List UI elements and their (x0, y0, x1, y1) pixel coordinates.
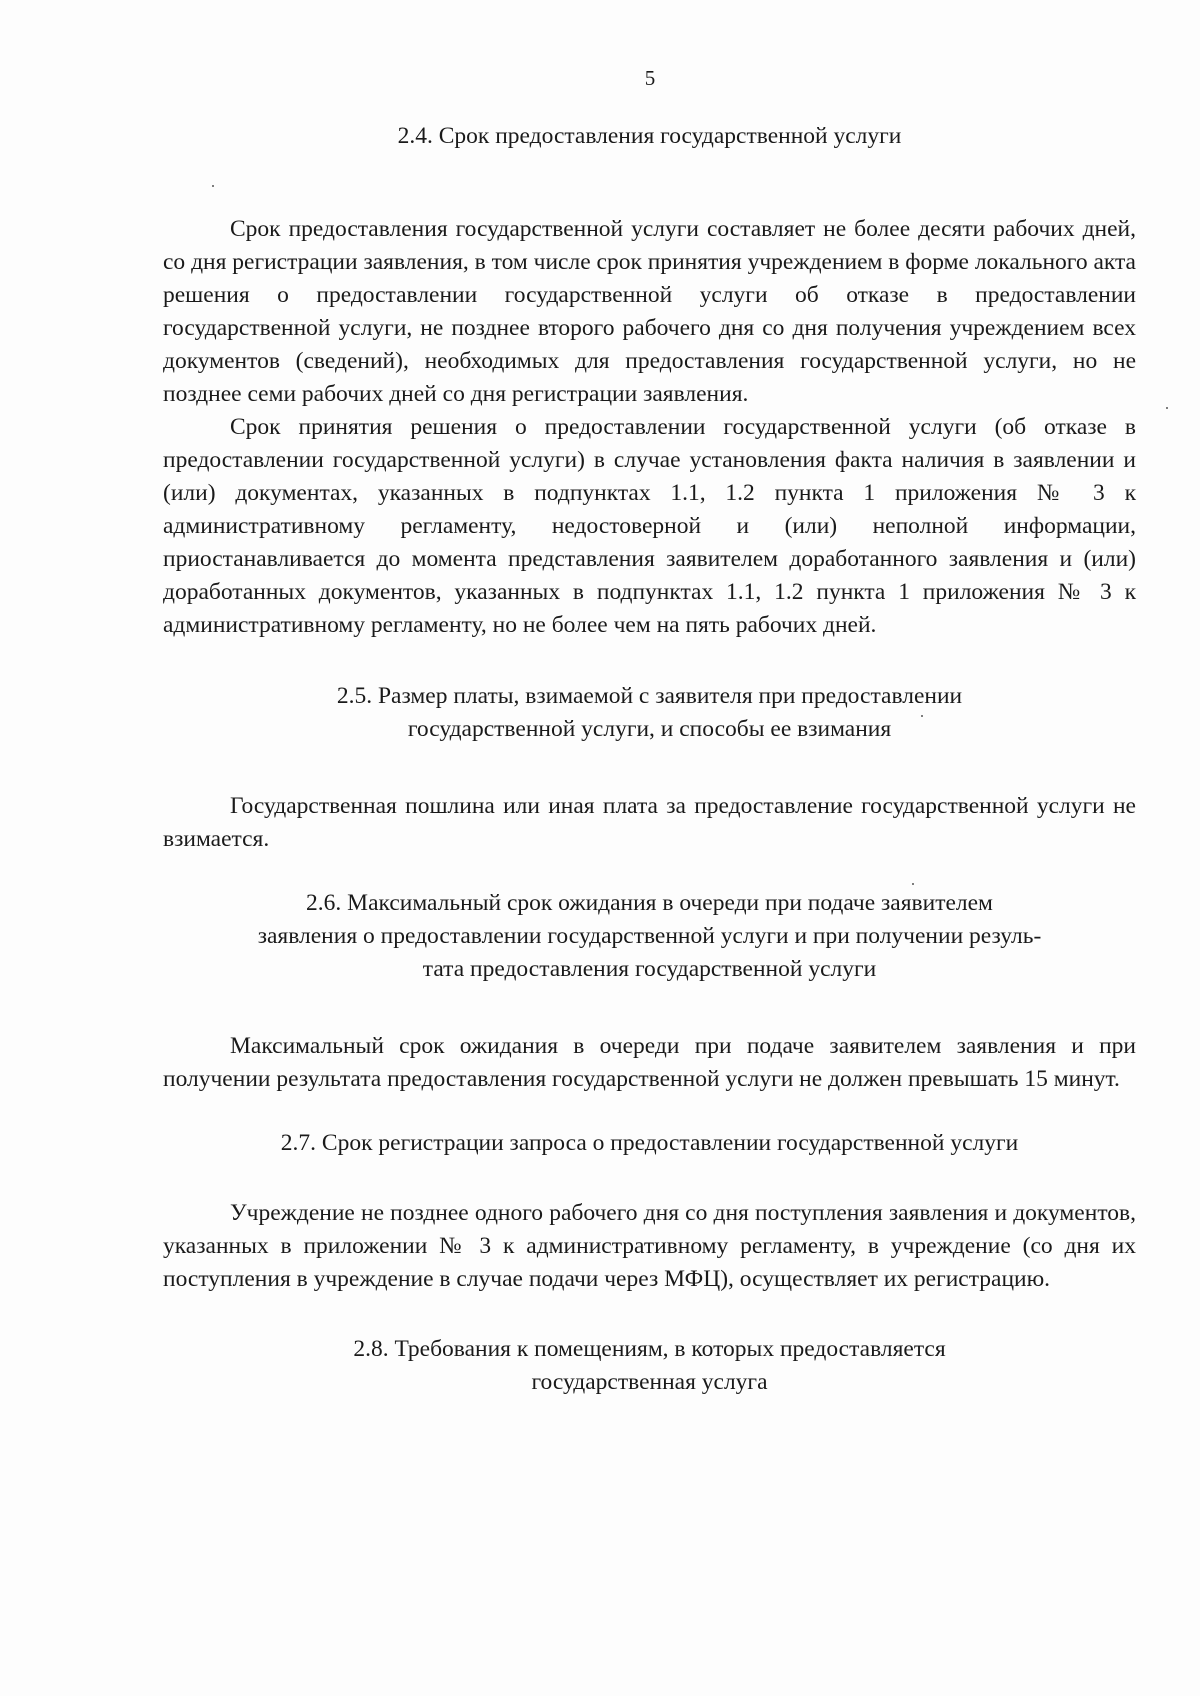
section-2-7-paragraph: Учреждение не позднее одного рабочего дня со дня поступления заявления и документов, указанных в приложении № 3 к административному регламенту, в учреждение (со дня их поступления в учреждение в случае подачи через МФЦ), осуществляет их регистрацию. (163, 1200, 1136, 1292)
section-2-4-paragraph-1: Срок предоставления государственной услуги составляет не более десяти рабочих дней, со дня регистрации заявления, в том числе срок принятия учреждением в форме локального акта решения о предоставлении государственной услуги об отказе в предоставлении государственной услуги, не позднее второго рабочего дня со дня получения учреждением всех документов (сведений), необходимых для предоставления государственной услуги, но не позднее семи рабочих дней со дня регистрации заявления. (163, 216, 1136, 407)
scan-speck (212, 185, 214, 187)
scan-speck (1166, 407, 1168, 409)
scan-speck (912, 883, 914, 885)
document-body (163, 120, 1136, 1399)
section-heading-2-5-line-1: 2.5. Размер платы, взимаемой с заявителя при предоставлении (336, 683, 963, 709)
section-heading-2-6-line-3: тата предоставления государственной услуги (422, 956, 877, 982)
section-2-6-paragraph: Максимальный срок ожидания в очереди при подаче заявителем заявления и при получении результата предоставления государственной услуги не должен превышать 15 минут. (163, 1033, 1136, 1092)
section-heading-2-8 (163, 1333, 1136, 1399)
section-heading-2-7: 2.7. Срок регистрации запроса о предоставлении государственной услуги (280, 1130, 1019, 1156)
section-heading-2-8-line-1: 2.8. Требования к помещениям, в которых предоставляется (353, 1336, 946, 1362)
section-heading-2-4: 2.4. Срок предоставления государственной услуги (397, 123, 902, 149)
section-heading-2-8-line-2: государственная услуга (531, 1369, 768, 1395)
section-heading-2-6-line-1: 2.6. Максимальный срок ожидания в очереди при подаче заявителем (306, 890, 993, 916)
page-number: 5 (644, 66, 656, 90)
section-heading-2-5-line-2: государственной услуги, и способы ее взимания (407, 716, 892, 742)
section-2-5-paragraph: Государственная пошлина или иная плата за предоставление государственной услуги не взимается. (163, 793, 1136, 852)
scan-speck (921, 715, 923, 717)
section-heading-2-5 (163, 680, 1136, 746)
section-2-4-paragraph-2: Срок принятия решения о предоставлении государственной услуги (об отказе в предоставлении государственной услуги) в случае установления факта наличия в заявлении и (или) документах, указанных в подпунктах 1.1, 1.2 пункта 1 приложения № 3 к административному регламенту, недостоверной и (или) неполной информации, приостанавливается до момента представления заявителем доработанного заявления и (или) доработанных документов, указанных в подпунктах 1.1, 1.2 пункта 1 приложения № 3 к административному регламенту, но не более чем на пять рабочих дней. (163, 414, 1136, 638)
section-heading-2-6 (163, 887, 1136, 986)
section-heading-2-6-line-2: заявления о предоставлении государственной услуги и при получении резуль- (257, 923, 1042, 949)
